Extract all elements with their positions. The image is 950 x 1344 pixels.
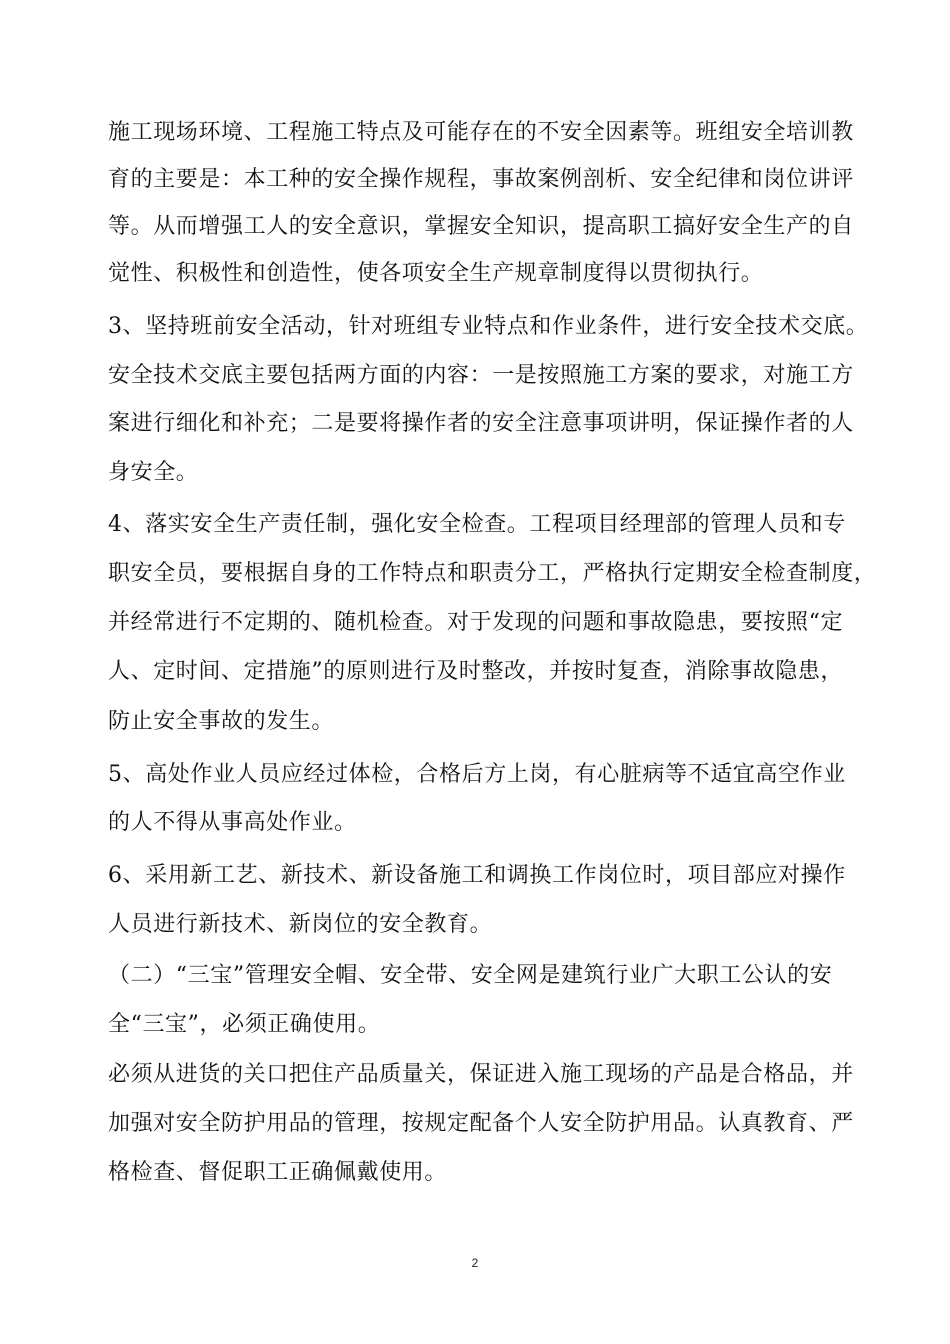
page-number: 2 xyxy=(471,1256,479,1270)
text-line: 的人不得从事高处作业。 xyxy=(108,810,357,835)
text-line: 4、落实安全生产责任制，强化安全检查。工程项目经理部的管理人员和专 xyxy=(108,512,846,537)
text-line: 格检查、督促职工正确佩戴使用。 xyxy=(108,1160,448,1185)
text-line: 加强对安全防护用品的管理，按规定配备个人安全防护用品。认真教育、严 xyxy=(108,1111,854,1136)
text-line: 案进行细化和补充；二是要将操作者的安全注意事项讲明，保证操作者的人 xyxy=(108,411,854,436)
text-line: 觉性、积极性和创造性，使各项安全生产规章制度得以贯彻执行。 xyxy=(108,261,764,286)
text-line: 必须从进货的关口把住产品质量关，保证进入施工现场的产品是合格品，并 xyxy=(108,1062,854,1087)
text-line: 职安全员，要根据自身的工作特点和职责分工，严格执行定期安全检查制度， xyxy=(108,561,877,586)
text-line: 育的主要是：本工种的安全操作规程，事故案例剖析、安全纪律和岗位讲评 xyxy=(108,167,854,192)
text-line: 3、坚持班前安全活动，针对班组专业特点和作业条件，进行安全技术交底。 xyxy=(108,314,869,339)
text-line: 5、高处作业人员应经过体检，合格后方上岗，有心脏病等不适宜高空作业 xyxy=(108,762,846,787)
text-line: 人、定时间、定措施”的原则进行及时整改，并按时复查，消除事故隐患， xyxy=(108,659,844,684)
text-line: 6、采用新工艺、新技术、新设备施工和调换工作岗位时，项目部应对操作 xyxy=(108,863,846,888)
text-line: （二）“三宝”管理安全帽、安全带、安全网是建筑行业广大职工公认的安 xyxy=(108,963,833,988)
text-line: 防止安全事故的发生。 xyxy=(108,709,335,734)
text-line: 施工现场环境、工程施工特点及可能存在的不安全因素等。班组安全培训教 xyxy=(108,120,854,145)
text-line: 并经常进行不定期的、随机检查。对于发现的问题和事故隐患，要按照“定 xyxy=(108,610,844,635)
text-line: 身安全。 xyxy=(108,460,199,485)
text-line: 人员进行新技术、新岗位的安全教育。 xyxy=(108,912,493,937)
text-line: 全“三宝”，必须正确使用。 xyxy=(108,1012,381,1037)
text-line: 安全技术交底主要包括两方面的内容：一是按照施工方案的要求，对施工方 xyxy=(108,363,854,388)
text-line: 等。从而增强工人的安全意识，掌握安全知识，提高职工搞好安全生产的自 xyxy=(108,214,854,239)
